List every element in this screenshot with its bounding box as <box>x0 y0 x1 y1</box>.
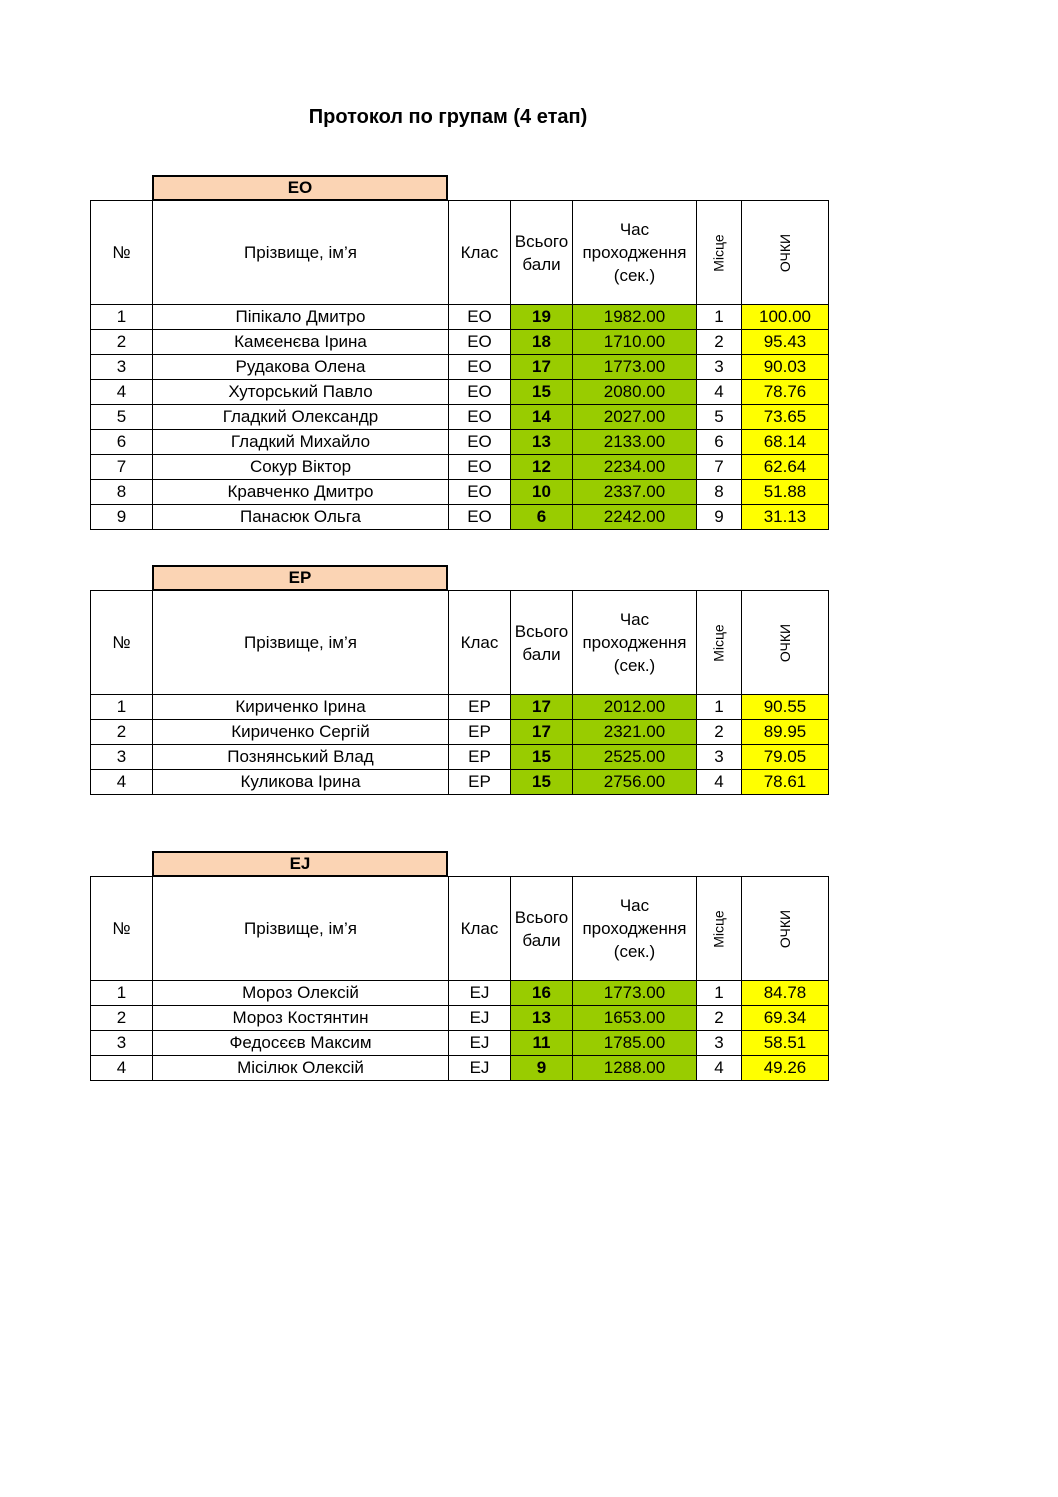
cell-place: 5 <box>697 405 742 430</box>
cell-total: 6 <box>511 505 573 530</box>
header-points: ОЧКИ <box>742 877 829 981</box>
cell-name: Рудакова Олена <box>153 355 449 380</box>
table-row <box>91 480 829 505</box>
cell-class: EO <box>449 430 511 455</box>
cell-time: 1982.00 <box>573 305 697 330</box>
cell-num: 5 <box>91 405 153 430</box>
header-name: Прізвище, ім’я <box>153 877 449 981</box>
results-table <box>90 876 829 1081</box>
cell-num: 2 <box>91 1006 153 1031</box>
header-class: Клас <box>449 591 511 695</box>
cell-num: 1 <box>91 695 153 720</box>
cell-name: Панасюк Ольга <box>153 505 449 530</box>
cell-class: EJ <box>449 1056 511 1081</box>
cell-total: 14 <box>511 405 573 430</box>
table-header-row <box>91 201 829 305</box>
table-row <box>91 720 829 745</box>
header-name: Прізвище, ім’я <box>153 201 449 305</box>
table-row <box>91 1006 829 1031</box>
table-row <box>91 505 829 530</box>
header-num: № <box>91 877 153 981</box>
cell-time: 2756.00 <box>573 770 697 795</box>
table-header-row <box>91 877 829 981</box>
cell-class: EJ <box>449 1006 511 1031</box>
table-row <box>91 430 829 455</box>
cell-place: 9 <box>697 505 742 530</box>
cell-time: 2337.00 <box>573 480 697 505</box>
cell-points: 73.65 <box>742 405 829 430</box>
cell-time: 1785.00 <box>573 1031 697 1056</box>
cell-num: 2 <box>91 330 153 355</box>
cell-name: Піпікало Дмитро <box>153 305 449 330</box>
cell-class: EO <box>449 505 511 530</box>
group-label: EO <box>152 175 448 201</box>
table-row <box>91 355 829 380</box>
cell-class: EJ <box>449 981 511 1006</box>
cell-class: EP <box>449 745 511 770</box>
cell-name: Мороз Олексій <box>153 981 449 1006</box>
cell-name: Куликова Ірина <box>153 770 449 795</box>
cell-class: EO <box>449 305 511 330</box>
cell-class: EP <box>449 695 511 720</box>
table-row <box>91 1031 829 1056</box>
page-title: Протокол по групам (4 етап) <box>308 106 588 128</box>
group-label: EJ <box>152 851 448 877</box>
header-num: № <box>91 591 153 695</box>
cell-points: 84.78 <box>742 981 829 1006</box>
cell-total: 13 <box>511 1006 573 1031</box>
cell-time: 2321.00 <box>573 720 697 745</box>
cell-class: EO <box>449 405 511 430</box>
cell-place: 3 <box>697 745 742 770</box>
cell-num: 4 <box>91 380 153 405</box>
cell-num: 6 <box>91 430 153 455</box>
cell-total: 13 <box>511 430 573 455</box>
cell-place: 1 <box>697 305 742 330</box>
cell-total: 11 <box>511 1031 573 1056</box>
cell-num: 3 <box>91 745 153 770</box>
cell-points: 100.00 <box>742 305 829 330</box>
header-class: Клас <box>449 877 511 981</box>
header-num: № <box>91 201 153 305</box>
cell-place: 4 <box>697 770 742 795</box>
cell-points: 68.14 <box>742 430 829 455</box>
cell-points: 89.95 <box>742 720 829 745</box>
table-row <box>91 695 829 720</box>
table-row <box>91 305 829 330</box>
cell-total: 15 <box>511 745 573 770</box>
cell-num: 4 <box>91 770 153 795</box>
cell-name: Гладкий Олександр <box>153 405 449 430</box>
header-total: Всього бали <box>511 201 573 305</box>
cell-time: 1773.00 <box>573 981 697 1006</box>
cell-total: 15 <box>511 770 573 795</box>
header-place: Місце <box>697 201 742 305</box>
header-time: Час проходження (сек.) <box>573 201 697 305</box>
table-header-row <box>91 591 829 695</box>
cell-name: Федосєєв Максим <box>153 1031 449 1056</box>
cell-place: 4 <box>697 1056 742 1081</box>
header-place: Місце <box>697 877 742 981</box>
cell-name: Місілюк Олексій <box>153 1056 449 1081</box>
cell-name: Мороз Костянтин <box>153 1006 449 1031</box>
cell-time: 2234.00 <box>573 455 697 480</box>
cell-class: EO <box>449 355 511 380</box>
cell-num: 1 <box>91 981 153 1006</box>
cell-total: 19 <box>511 305 573 330</box>
cell-place: 8 <box>697 480 742 505</box>
header-class: Клас <box>449 201 511 305</box>
cell-num: 2 <box>91 720 153 745</box>
cell-time: 2242.00 <box>573 505 697 530</box>
cell-total: 10 <box>511 480 573 505</box>
cell-place: 7 <box>697 455 742 480</box>
header-time: Час проходження (сек.) <box>573 877 697 981</box>
header-total: Всього бали <box>511 591 573 695</box>
cell-total: 18 <box>511 330 573 355</box>
cell-place: 3 <box>697 1031 742 1056</box>
cell-name: Кириченко Сергій <box>153 720 449 745</box>
cell-num: 9 <box>91 505 153 530</box>
cell-time: 2027.00 <box>573 405 697 430</box>
cell-class: EJ <box>449 1031 511 1056</box>
cell-points: 51.88 <box>742 480 829 505</box>
cell-num: 1 <box>91 305 153 330</box>
cell-num: 7 <box>91 455 153 480</box>
cell-time: 2133.00 <box>573 430 697 455</box>
cell-time: 1710.00 <box>573 330 697 355</box>
table-row <box>91 1056 829 1081</box>
cell-class: EP <box>449 720 511 745</box>
header-name: Прізвище, ім’я <box>153 591 449 695</box>
cell-time: 2012.00 <box>573 695 697 720</box>
cell-points: 95.43 <box>742 330 829 355</box>
table-row <box>91 380 829 405</box>
cell-points: 58.51 <box>742 1031 829 1056</box>
header-total: Всього бали <box>511 877 573 981</box>
cell-place: 1 <box>697 981 742 1006</box>
table-row <box>91 405 829 430</box>
cell-total: 15 <box>511 380 573 405</box>
cell-num: 3 <box>91 355 153 380</box>
results-table <box>90 590 829 795</box>
cell-name: Гладкий Михайло <box>153 430 449 455</box>
cell-points: 90.03 <box>742 355 829 380</box>
header-points: ОЧКИ <box>742 591 829 695</box>
cell-total: 17 <box>511 355 573 380</box>
cell-num: 3 <box>91 1031 153 1056</box>
cell-class: EO <box>449 380 511 405</box>
cell-class: EO <box>449 330 511 355</box>
cell-time: 1653.00 <box>573 1006 697 1031</box>
cell-total: 9 <box>511 1056 573 1081</box>
cell-name: Хуторський Павло <box>153 380 449 405</box>
cell-name: Познянський Влад <box>153 745 449 770</box>
cell-name: Кириченко Ірина <box>153 695 449 720</box>
cell-points: 31.13 <box>742 505 829 530</box>
cell-time: 1288.00 <box>573 1056 697 1081</box>
cell-name: Камєенєва Ірина <box>153 330 449 355</box>
cell-class: EO <box>449 480 511 505</box>
results-table <box>90 200 829 530</box>
cell-time: 1773.00 <box>573 355 697 380</box>
cell-total: 12 <box>511 455 573 480</box>
cell-class: EP <box>449 770 511 795</box>
cell-time: 2525.00 <box>573 745 697 770</box>
group-label: EP <box>152 565 448 591</box>
cell-place: 2 <box>697 330 742 355</box>
cell-place: 2 <box>697 1006 742 1031</box>
cell-place: 3 <box>697 355 742 380</box>
cell-place: 6 <box>697 430 742 455</box>
cell-place: 2 <box>697 720 742 745</box>
cell-name: Сокур Віктор <box>153 455 449 480</box>
header-place: Місце <box>697 591 742 695</box>
table-row <box>91 455 829 480</box>
cell-place: 4 <box>697 380 742 405</box>
table-row <box>91 330 829 355</box>
cell-total: 17 <box>511 695 573 720</box>
cell-points: 69.34 <box>742 1006 829 1031</box>
table-row <box>91 745 829 770</box>
cell-time: 2080.00 <box>573 380 697 405</box>
cell-points: 90.55 <box>742 695 829 720</box>
cell-name: Кравченко Дмитро <box>153 480 449 505</box>
header-time: Час проходження (сек.) <box>573 591 697 695</box>
cell-total: 16 <box>511 981 573 1006</box>
cell-total: 17 <box>511 720 573 745</box>
cell-points: 78.76 <box>742 380 829 405</box>
table-row <box>91 981 829 1006</box>
cell-points: 49.26 <box>742 1056 829 1081</box>
cell-points: 62.64 <box>742 455 829 480</box>
cell-place: 1 <box>697 695 742 720</box>
cell-points: 79.05 <box>742 745 829 770</box>
table-row <box>91 770 829 795</box>
cell-num: 8 <box>91 480 153 505</box>
cell-class: EO <box>449 455 511 480</box>
header-points: ОЧКИ <box>742 201 829 305</box>
cell-points: 78.61 <box>742 770 829 795</box>
cell-num: 4 <box>91 1056 153 1081</box>
